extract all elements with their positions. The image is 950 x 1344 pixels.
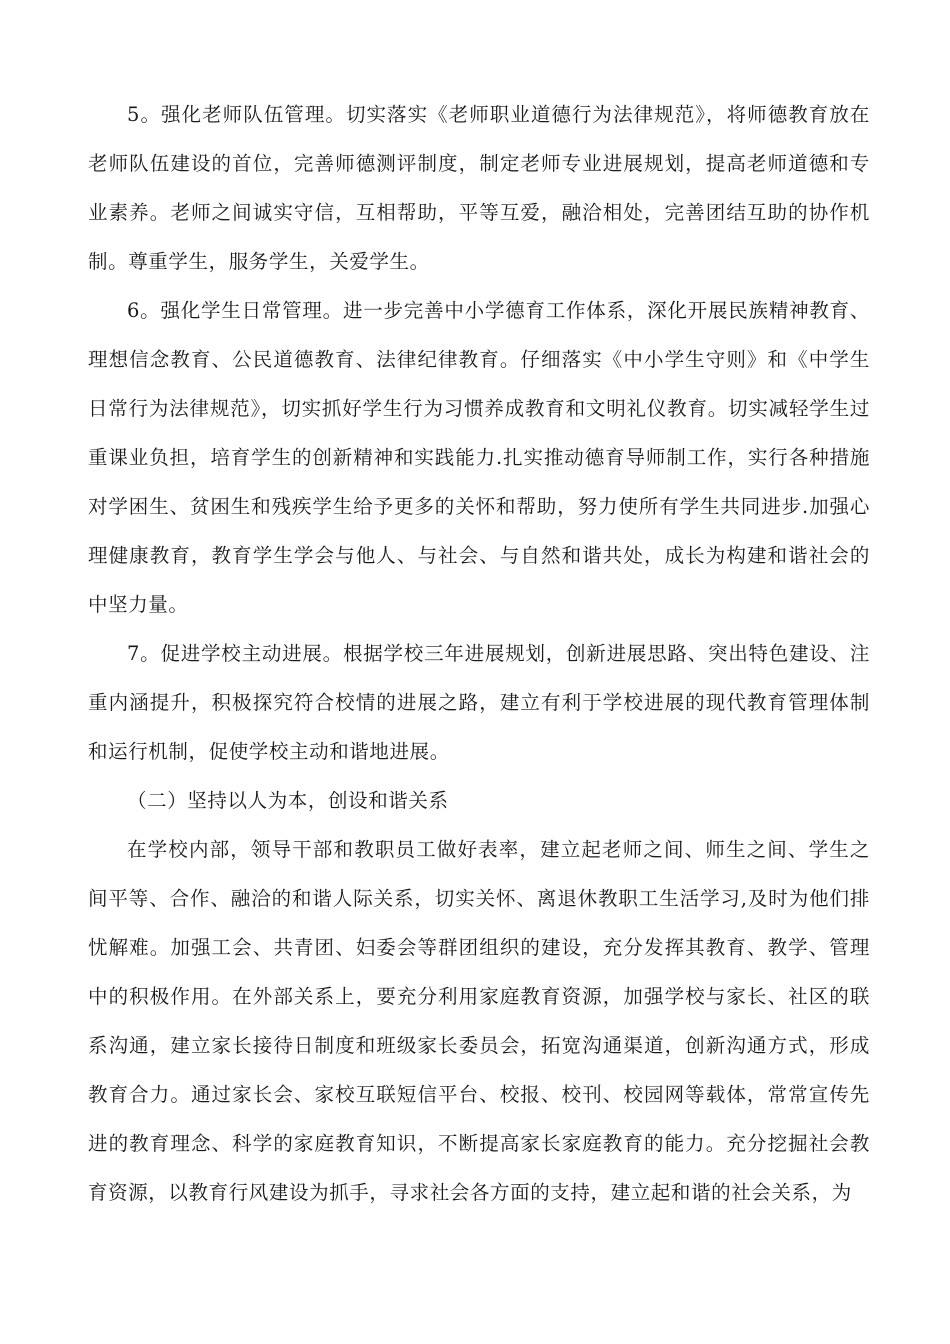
document-page: [88, 90, 870, 1217]
section-heading: （二）坚持以人为本，创设和谐关系: [127, 789, 449, 812]
paragraph-school-development: 7。促进学校主动进展。根据学校三年进展规划，创新进展思路、突出特色建设、注重内涵提升，积极探究符合校情的进展之路，建立有利于学校进展的现代教育管理体制和运行机制，促使学校主动和谐地进展。: [88, 642, 870, 763]
paragraph-student-management: 6。强化学生日常管理。进一步完善中小学德育工作体系，深化开展民族精神教育、理想信念教育、公民道德教育、法律纪律教育。仔细落实《中小学生守则》和《中学生日常行为法律规范》，切实抓好学生行为习惯养成教育和文明礼仪教育。切实减轻学生过重课业负担，培育学生的创新精神和实践能力.扎实推动德育导师制工作，实行各种措施对学困生、贫困生和残疾学生给予更多的关怀和帮助，努力使所有学生共同进步.加强心理健康教育，教育学生学会与他人、与社会、与自然和谐共处，成长为构建和谐社会的中坚力量。: [88, 299, 870, 616]
paragraph-harmonious-relations: 在学校内部，领导干部和教职员工做好表率，建立起老师之间、师生之间、学生之间平等、合作、融洽的和谐人际关系，切实关怀、离退休教职工生活学习,及时为他们排忧解难。加强工会、共青团、妇委会等群团组织的建设，充分发挥其教育、教学、管理中的积极作用。在外部关系上，要充分利用家庭教育资源，加强学校与家长、社区的联系沟通，建立家长接待日制度和班级家长委员会，拓宽沟通渠道，创新沟通方式，形成教育合力。通过家长会、家校互联短信平台、校报、校刊、校园网等载体，常常宣传先进的教育理念、科学的家庭教育知识，不断提高家长家庭教育的能力。充分挖掘社会教育资源，以教育行风建设为抓手，寻求社会各方面的支持，建立起和谐的社会关系，为: [88, 838, 870, 1204]
paragraph-teacher-management: 5。强化老师队伍管理。切实落实《老师职业道德行为法律规范》，将师德教育放在老师队伍建设的首位，完善师德测评制度，制定老师专业进展规划，提高老师道德和专业素养。老师之间诚实守信，互相帮助，平等互爱，融洽相处，完善团结互助的协作机制。尊重学生，服务学生，关爱学生。: [88, 103, 870, 273]
